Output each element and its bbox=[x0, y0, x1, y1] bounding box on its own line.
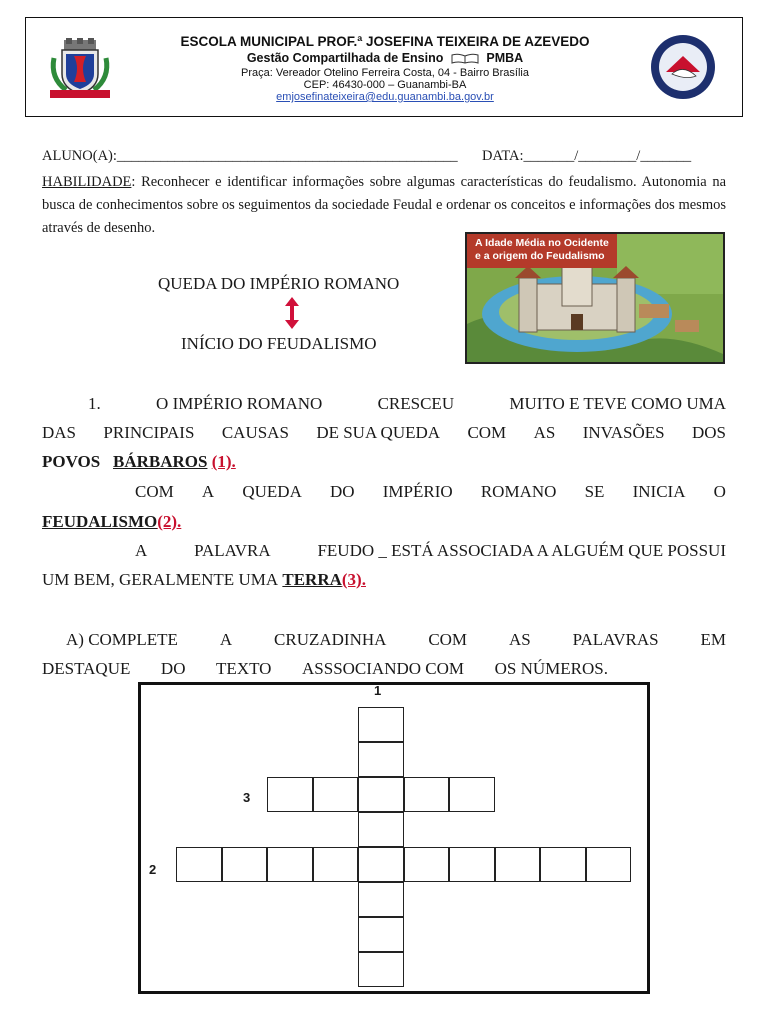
q-word: UM BEM, GERALMENTE UMA bbox=[42, 570, 279, 589]
q-word: A bbox=[135, 541, 148, 560]
habilidade-paragraph bbox=[42, 171, 726, 240]
q-word: A bbox=[219, 630, 233, 649]
q-word: CAUSAS bbox=[221, 423, 289, 442]
crossword-cell-word1[interactable] bbox=[358, 742, 404, 777]
diagram-bottom-label: INÍCIO DO FEUDALISMO bbox=[181, 334, 377, 353]
keyword-number-1: (1). bbox=[211, 452, 236, 471]
book-icon bbox=[451, 53, 479, 64]
crossword-cell-word3[interactable] bbox=[358, 777, 404, 812]
double-arrow-icon bbox=[283, 295, 301, 331]
habilidade-text: : Reconhecer e identificar informações sobre algumas características do feudalismo. Autonomia na busca de conhecimentos sobre os seguimentos da sociedade Feudal e ordenar os conceitos e informações dos mesmos através de desenho. bbox=[42, 174, 726, 236]
crossword-cell-word2[interactable] bbox=[540, 847, 586, 882]
crossword-cell-word3[interactable] bbox=[449, 777, 495, 812]
question-line-4 bbox=[135, 482, 726, 502]
q-word: AS bbox=[508, 630, 531, 649]
q-word: PALAVRA bbox=[194, 541, 271, 560]
q-word: INICIA bbox=[632, 482, 686, 501]
address: Praça: Vereador Otelino Ferreira Costa, 04 - Bairro Brasília bbox=[241, 67, 529, 79]
q-word: A bbox=[201, 482, 215, 501]
keyword-feudalismo: FEUDALISMO bbox=[42, 512, 158, 531]
date-field[interactable]: DATA:_______/________/_______ bbox=[482, 148, 692, 164]
q-word: FEUDO _ ESTÁ ASSOCIADA A ALGUÉM QUE POSSUI bbox=[317, 541, 726, 560]
q-word: COM bbox=[428, 630, 468, 649]
q-word: COM bbox=[467, 423, 507, 442]
crossword-cell-word3[interactable] bbox=[313, 777, 359, 812]
caption-line-1: A Idade Média no Ocidente bbox=[475, 237, 609, 249]
q-word: O IMPÉRIO ROMANO bbox=[156, 394, 323, 413]
q-word: SE bbox=[584, 482, 605, 501]
q-word: OS NÚMEROS. bbox=[494, 659, 608, 678]
q-word: DO bbox=[330, 482, 355, 501]
crossword-label-3: 3 bbox=[243, 790, 251, 805]
crossword-cell-word1[interactable] bbox=[358, 917, 404, 952]
crossword-cell-word1[interactable] bbox=[358, 952, 404, 987]
crossword-cell-word2[interactable] bbox=[222, 847, 268, 882]
guanambi-coat-of-arms-icon bbox=[44, 38, 116, 100]
pmba-label: PMBA bbox=[486, 51, 524, 65]
q-word: A) COMPLETE bbox=[66, 630, 178, 649]
gestao-label: Gestão Compartilhada de Ensino bbox=[246, 51, 444, 65]
instruction-line-2 bbox=[42, 659, 608, 679]
q-word: CRESCEU bbox=[377, 394, 455, 413]
student-name-field[interactable]: ALUNO(A):_______________________________________________ bbox=[42, 148, 458, 164]
q-word: DO bbox=[160, 659, 186, 678]
diagram-top-label: QUEDA DO IMPÉRIO ROMANO bbox=[158, 274, 400, 293]
q-word: DAS bbox=[42, 423, 77, 442]
q-word: DESTAQUE bbox=[42, 659, 131, 678]
question-line-6 bbox=[135, 541, 726, 561]
q-word: CRUZADINHA bbox=[274, 630, 387, 649]
q-word: COM bbox=[135, 482, 174, 501]
question-line-1 bbox=[88, 394, 726, 414]
keyword-barbaros: BÁRBAROS bbox=[112, 452, 208, 471]
crossword-cell-word2[interactable] bbox=[313, 847, 359, 882]
crossword-cell-word2[interactable] bbox=[176, 847, 222, 882]
crossword-label-1: 1 bbox=[374, 683, 382, 698]
question-line-7 bbox=[42, 570, 366, 590]
crossword-cell-word2[interactable] bbox=[267, 847, 313, 882]
q-word: MUITO E TEVE COMO UMA bbox=[509, 394, 726, 413]
keyword-number-3: (3). bbox=[341, 570, 366, 589]
question-line-3 bbox=[42, 452, 236, 472]
q-word: POVOS bbox=[42, 452, 101, 471]
school-seal-icon bbox=[650, 34, 716, 100]
school-name: ESCOLA MUNICIPAL PROF.ª JOSEFINA TEIXEIRA DE AZEVEDO bbox=[180, 34, 590, 49]
q-word: DE SUA QUEDA bbox=[316, 423, 441, 442]
q-word: PALAVRAS bbox=[572, 630, 659, 649]
q-word: O bbox=[713, 482, 726, 501]
q-word: QUEDA bbox=[242, 482, 302, 501]
q-word: EM bbox=[700, 630, 726, 649]
crossword-cell-word3[interactable] bbox=[267, 777, 313, 812]
question-line-5 bbox=[42, 512, 181, 532]
keyword-number-2: (2). bbox=[157, 512, 182, 531]
q-word: DOS bbox=[691, 423, 726, 442]
crossword-cell-word1[interactable] bbox=[358, 882, 404, 917]
q-word: PRINCIPAIS bbox=[103, 423, 195, 442]
question-number: 1. bbox=[88, 394, 101, 413]
crossword-cell-word1[interactable] bbox=[358, 707, 404, 742]
crossword-cell-word3[interactable] bbox=[404, 777, 450, 812]
crossword-cell-word2[interactable] bbox=[495, 847, 541, 882]
q-word: INVASÕES bbox=[582, 423, 665, 442]
q-word: AS bbox=[533, 423, 556, 442]
crossword-cell-word2[interactable] bbox=[449, 847, 495, 882]
question-line-2 bbox=[42, 423, 726, 443]
instruction-line-1 bbox=[66, 630, 726, 650]
q-word: IMPÉRIO bbox=[382, 482, 453, 501]
gestao-line bbox=[150, 51, 620, 65]
cep: CEP: 46430-000 – Guanambi-BA bbox=[303, 79, 467, 91]
picture-caption bbox=[475, 237, 609, 263]
email-link[interactable]: emjosefinateixeira@edu.guanambi.ba.gov.br bbox=[276, 91, 494, 103]
q-word: ROMANO bbox=[480, 482, 557, 501]
q-word: TEXTO bbox=[216, 659, 272, 678]
crossword-cell-word2[interactable] bbox=[586, 847, 632, 882]
crossword-cell-word2[interactable] bbox=[404, 847, 450, 882]
crossword-cell-word1[interactable] bbox=[358, 812, 404, 847]
caption-line-2: e a origem do Feudalismo bbox=[475, 250, 605, 262]
crossword-cell-word2[interactable] bbox=[358, 847, 404, 882]
q-word: ASSSOCIANDO COM bbox=[302, 659, 465, 678]
habilidade-label: HABILIDADE bbox=[42, 174, 132, 190]
keyword-terra: TERRA bbox=[282, 570, 342, 589]
crossword-label-2: 2 bbox=[149, 862, 157, 877]
feudal-castle-image bbox=[465, 232, 725, 364]
